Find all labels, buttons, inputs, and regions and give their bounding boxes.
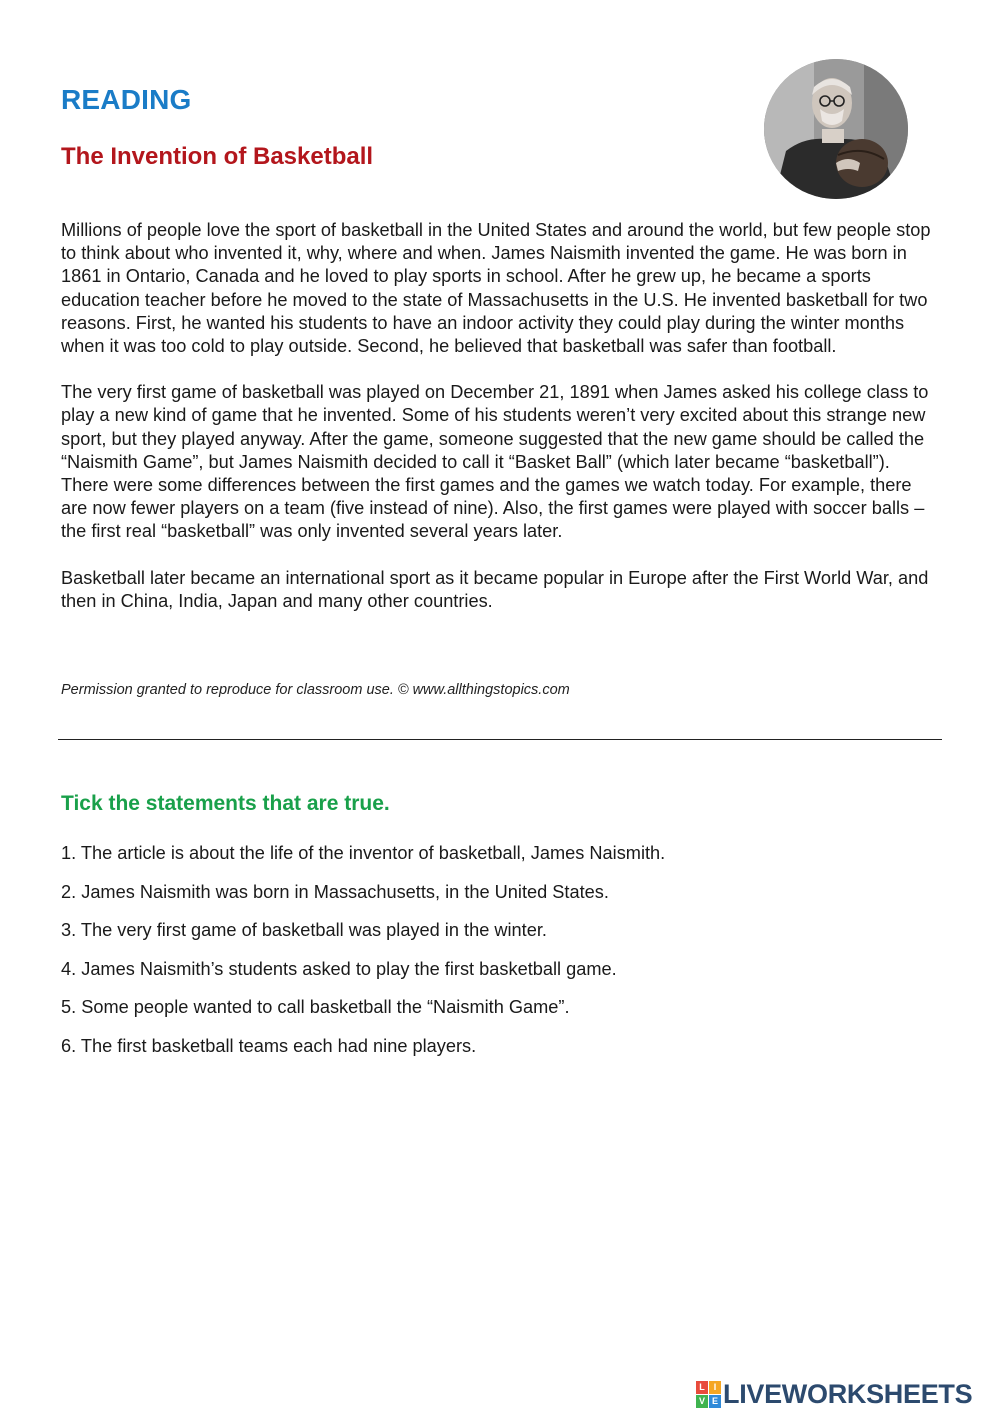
logo-tile: L xyxy=(696,1381,708,1394)
statement-list xyxy=(61,842,665,1073)
article-paragraph: Millions of people love the sport of basketball in the United States and around the world, but few people stop to think about who invented it, why, where and when. James Naismith invented the game. He was born in 1861 in Ontario, Canada and he loved to play sports in school. After he grew up, he became a sports education teacher before he moved to the state of Massachusetts in the U.S. He invented basketball for two reasons. First, he wanted his students to have an indoor activity they could play during the winter months when it was too cold to play outside. Second, he believed that basketball was safer than football. xyxy=(61,220,931,357)
statement-item[interactable]: 5. Some people wanted to call basketball the “Naismith Game”. xyxy=(61,997,570,1017)
logo-tile: V xyxy=(696,1395,708,1408)
liveworksheets-logo-icon xyxy=(696,1381,721,1408)
statement-item[interactable]: 1. The article is about the life of the inventor of basketball, James Naismith. xyxy=(61,843,666,863)
logo-text: LIVEWORKSHEETS xyxy=(723,1378,973,1409)
logo-tile: I xyxy=(709,1381,721,1394)
statement-item[interactable]: 6. The first basketball teams each had nine players. xyxy=(61,1035,477,1056)
article-paragraph: The very first game of basketball was played on December 21, 1891 when James asked his college class to play a new kind of game that he invented. Some of his students weren’t very excited about this strange new sport, but they played anyway. After the game, someone suggested that the new game should be called the “Naismith Game”, but James Naismith decided to call it “Basket Ball” (which later became “basketball”). There were some differences between the first games and the games we watch today. For example, there are now fewer players on a team (five instead of nine). Also, the first games were played with soccer balls – the first real “basketball” was only invented several years later. xyxy=(61,382,929,542)
section-heading: READING xyxy=(61,84,192,115)
logo-tile: E xyxy=(709,1395,721,1408)
statement-item[interactable]: 3. The very first game of basketball was played in the winter. xyxy=(61,920,547,940)
article-body xyxy=(61,219,941,636)
statement-item[interactable]: 2. James Naismith was born in Massachusetts, in the United States. xyxy=(61,881,609,902)
section-divider xyxy=(58,739,942,740)
portrait-photo-icon xyxy=(764,59,908,199)
liveworksheets-logo xyxy=(696,1377,972,1411)
permission-note: Permission granted to reproduce for classroom use. © www.allthingstopics.com xyxy=(61,682,570,698)
article-title: The Invention of Basketball xyxy=(61,143,374,170)
exercise-instruction: Tick the statements that are true. xyxy=(61,792,390,815)
statement-item[interactable]: 4. James Naismith’s students asked to play the first basketball game. xyxy=(61,958,617,979)
article-paragraph: Basketball later became an international sport as it became popular in Europe after the First World War, and then in China, India, Japan and many other countries. xyxy=(61,567,929,611)
